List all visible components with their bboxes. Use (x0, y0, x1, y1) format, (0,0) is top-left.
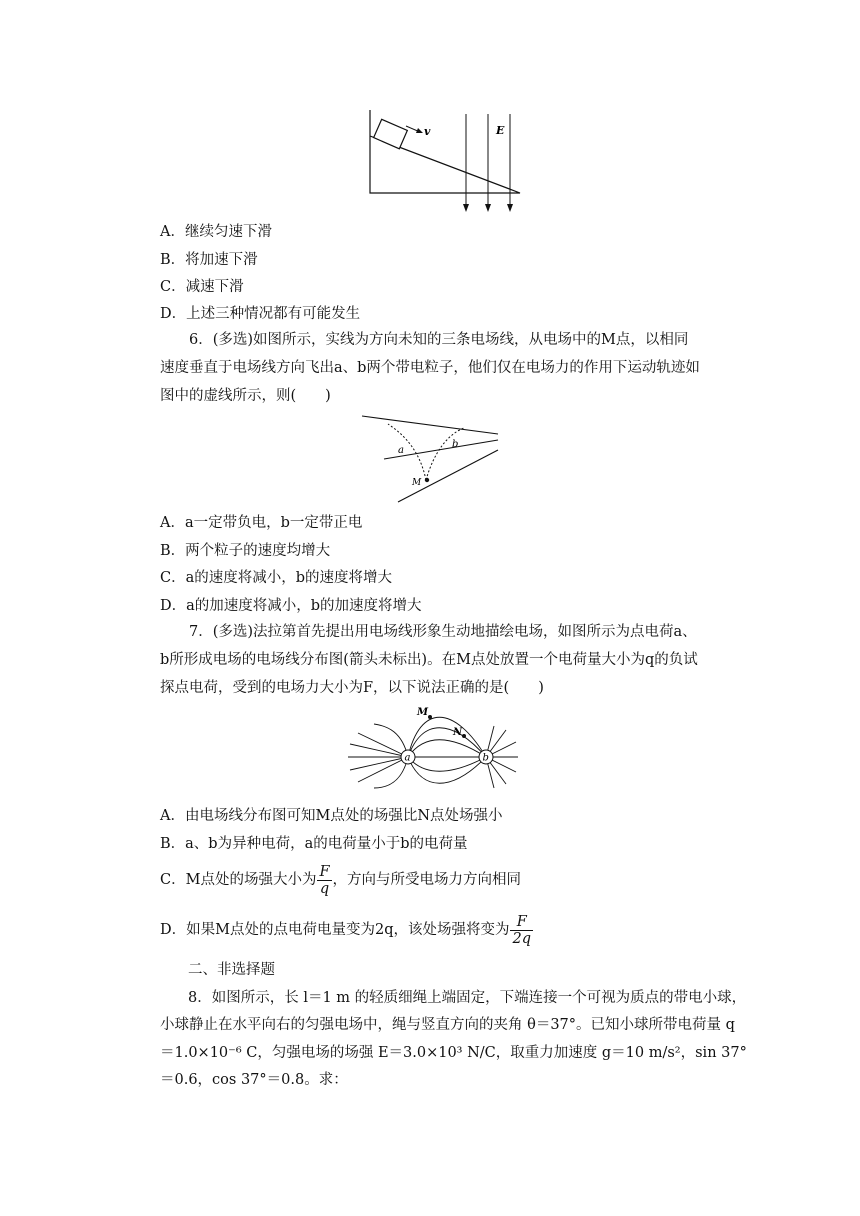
point-m-label: M (412, 478, 422, 488)
fraction-denominator: q (319, 880, 330, 897)
fraction-numerator: F (510, 914, 533, 931)
q5-option-c: C．减速下滑 (160, 279, 244, 295)
incline-figure (360, 108, 530, 218)
q5-option-a: A．继续匀速下滑 (160, 224, 272, 240)
fraction-denominator: 2q (512, 930, 531, 947)
velocity-label: v (424, 125, 431, 138)
q7-option-c (160, 862, 521, 898)
trajectory-a-label: a (398, 445, 404, 456)
q6-option-a: A．a一定带负电，b一定带正电 (160, 515, 363, 531)
q7-option-d (160, 912, 534, 948)
q6-option-c: C．a的速度将减小，b的速度将增大 (160, 570, 393, 586)
q7-option-d-text: D．如果M点处的点电荷电量变为2q，该处场强将变为 (160, 922, 510, 938)
q6-option-d: D．a的加速度将减小，b的加速度将增大 (160, 598, 422, 614)
dipole-figure (344, 702, 522, 788)
q7-option-c-tail: ，方向与所受电场力方向相同 (332, 872, 522, 888)
q8-line-4: ＝0.6，cos 37°＝0.8。求： (160, 1072, 348, 1088)
q7-option-b: B．a、b为异种电荷，a的电荷量小于b的电荷量 (160, 836, 468, 852)
charge-a-label: a (404, 752, 411, 764)
q6-stem: 6．(多选)如图所示，实线为方向未知的三条电场线，从电场中的M点，以相同速度垂直于电场线方向飞出a、b两个带电粒子，他们仅在电场力的作用下运动轨迹如图中的虚线所示，则( ) (160, 332, 700, 404)
point-m-label: M (417, 707, 429, 718)
q8-line-3: ＝1.0×10⁻⁶ C，匀强电场的场强 E＝3.0×10³ N/C，取重力加速度 g＝10 m/s²，sin 37° (160, 1045, 747, 1061)
section-heading: 二、非选择题 (188, 962, 275, 978)
point-n-label: N (453, 727, 463, 738)
q6-option-b: B．两个粒子的速度均增大 (160, 543, 331, 559)
q7-stem: 7．(多选)法拉第首先提出用电场线形象生动地描绘电场，如图所示为点电荷a、b所形成电场的电场线分布图(箭头未标出)。在M点处放置一个电荷量大小为q的负试探点电荷，受到的电场力大小为F，以下说法正确的是( ) (160, 624, 698, 696)
q8-line-2: 小球静止在水平向右的匀强电场中，绳与竖直方向的夹角 θ＝37°。已知小球所带电荷量 q (160, 1017, 735, 1033)
field-label: E (496, 124, 505, 137)
field-lines-figure (360, 412, 510, 507)
q5-option-b: B．将加速下滑 (160, 252, 258, 268)
q5-option-d: D．上述三种情况都有可能发生 (160, 306, 361, 322)
q7-option-c-text: C．M点处的场强大小为 (160, 872, 317, 888)
q7-option-c-fraction (317, 864, 331, 897)
trajectory-b-label: b (452, 439, 459, 450)
charge-b-label: b (482, 752, 489, 764)
fraction-numerator: F (319, 863, 330, 880)
q7-option-a: A．由电场线分布图可知M点处的场强比N点处场强小 (160, 808, 503, 824)
q8-line-1: 8．如图所示，长 l＝1 m 的轻质细绳上端固定，下端连接一个可视为质点的带电小球， (188, 990, 747, 1006)
q7-option-d-fraction (510, 914, 533, 947)
